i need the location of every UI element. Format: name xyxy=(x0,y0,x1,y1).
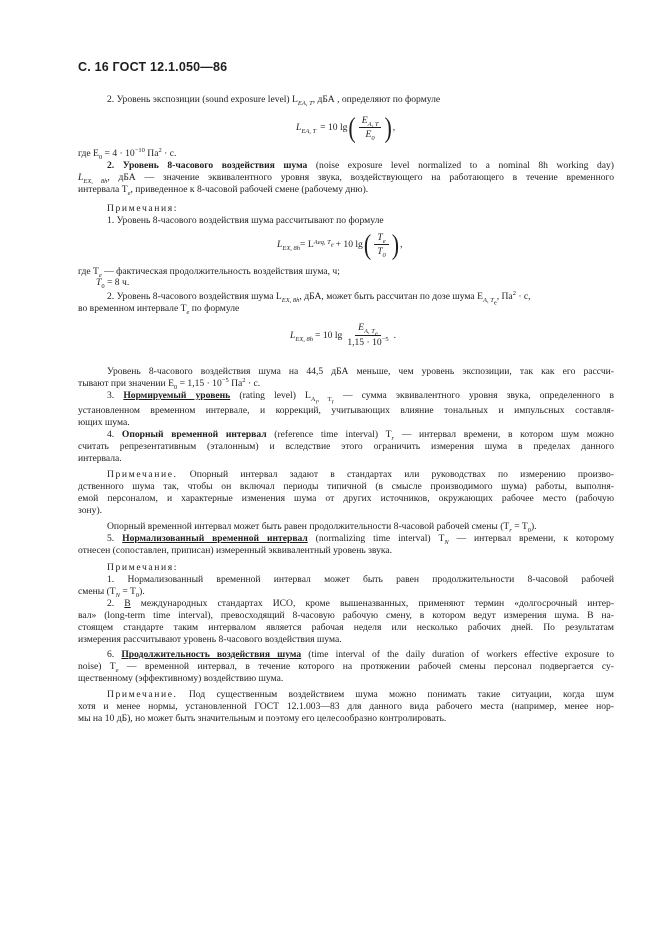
note-6-line-3: мы на 10 дБ), но может быть значительным и поэтому его целесообразно контролировать. xyxy=(78,713,447,724)
item-2b-line-1: 2. Уровень 8-часового воздействия шума (noise exposure level normalized to a nominal 8h working day) xyxy=(107,160,614,171)
formula-8h-from-dose: $L_{EX, 8h}$ = 10 lg $\frac{E_{A, T_e}}{1,15 \cdot 10^{-5}}$ . xyxy=(290,322,397,349)
notes-5-item-1-line-2: смены $(T_N = T_0)$. xyxy=(78,586,145,599)
para-reference-interval: Опорный временной интервал может быть равен продолжительности 8-часовой рабочей смены $(T_r = T_0)$. xyxy=(107,521,537,534)
note-4-line-2: дственного шума так, чтобы он включал периоды типичной (в смысле производимого шума) работы, выполня- xyxy=(78,481,614,492)
item-3-line-1: 3. Нормируемый уровень (rating level) $L_{A_r, T_r}$ — сумма эквивалентного уровня звука, определенного в xyxy=(107,390,615,406)
notes-5-item-1-line-1: 1. Нормализованный временной интервал может быть равен продолжительности 8-часовой рабочей xyxy=(107,574,614,585)
where-t0-line: $T_0 = 8$ ч. xyxy=(96,277,130,290)
where-te-line: где $T_e$ — фактическая продолжительность воздействия шума, ч; xyxy=(78,266,340,279)
notes-1-item-1: 1. Уровень 8-часового воздействия шума рассчитывают по формуле xyxy=(107,215,384,226)
item-2b-line-3: интервала $T_e$, приведенное к 8-часовой рабочей смене (рабочему дню). xyxy=(78,184,369,197)
item-4-line-1: 4. Опорный временной интервал (reference time interval) $T_r$ — интервал времени, в котором шум можно xyxy=(107,429,614,442)
note-4-line-4: зону). xyxy=(78,505,103,516)
item-5-line-2: отнесен (сопоставлен, приписан) измеренный эквивалентный уровень звука. xyxy=(78,545,393,556)
para-44-5-line-2: тывают при значении $E_0 = 1,15 \cdot 10^{-5}$ $Па^2 \cdot с$. xyxy=(78,376,261,391)
notes-1-heading: Примечания: xyxy=(107,203,178,214)
para-44-5-line-1: Уровень 8-часового воздействия шума на 44,5 дБА меньше, чем уровень экспозиции, так как его рассчи- xyxy=(107,366,614,377)
page-header: С. 16 ГОСТ 12.1.050—86 xyxy=(78,60,228,74)
item-3-line-2: установленном временном интервале, и коррекций, учитывающих влияние тональных и импульсных составля- xyxy=(78,405,614,416)
notes-1-item-2-line-2: во временном интервале $T_e$ по формуле xyxy=(78,303,240,316)
notes-5-item-2-line-4: измерения рассчитывают уровень 8-часового воздействия шума. xyxy=(78,634,342,645)
note-4-line-3: емой персоналом, и характерные изменения шума от других источников, окружающих рабочее место (рабочую xyxy=(78,493,614,504)
item-4-line-3: интервала. xyxy=(78,453,122,464)
note-4-line-1: Примечание. Опорный интервал задают в стандартах или руководствах по измерению произво- xyxy=(107,469,614,480)
note-6-line-1: Примечание. Под существенным воздействием шума можно понимать такие ситуации, когда шум xyxy=(107,689,614,700)
notes-1-item-2-line-1: 2. Уровень 8-часового воздействия шума $L_{EX, 8h}$, дБА, может быть рассчитан по дозе шума $E_{A, T_e}$, $Па^2 \cdot с$, xyxy=(107,289,531,307)
notes-5-heading: Примечания: xyxy=(107,562,178,573)
notes-5-item-2-line-1: 2. В международных стандартах ИСО, кроме вышеназванных, применяют термин «долгосрочный интер- xyxy=(107,598,615,609)
item-5-line-1: 5. Нормализованный временной интервал (normalizing time interval) $T_N$ — интервал времени, к которому xyxy=(107,533,615,546)
where-e0-line: где $E_0 = 4 \cdot 10^{-10}$ $Па^2 \cdot с$. xyxy=(78,146,177,161)
item-2b-line-2: $L_{EX, 8h}$, дБА — значение эквивалентного уровня звука, воздействующего на работающего в течение временного xyxy=(78,172,614,185)
notes-5-item-2-line-2: вал» (long-term time interval), превосходящий 8-часовую рабочую смену, в котором ведут измерения шума. В на- xyxy=(78,610,614,621)
formula-8h-level: $L_{EX, 8h}$ = L Aeq, $T_e$ + 10 lg ( $\frac{T_e}{T_0}$ ) , xyxy=(277,227,403,261)
item-6-line-3: щественному (эффективному) воздействию шума. xyxy=(78,673,284,684)
item-6-line-1: 6. Продолжительность воздействия шума (time interval of the daily duration of workers effective exposure to xyxy=(107,649,614,660)
notes-5-item-2-line-3: стоящем стандарте таким интервалом является рабочая неделя или несколько рабочих дней. По результатам xyxy=(78,622,614,633)
formula-exposure-level: $L_{EA, T}$ = 10 lg ( $\frac{E_{A, T}}{E_0}$ ) , xyxy=(296,110,396,144)
item-4-line-2: считать репрезентативным (эталонным) и вследствие этого ограничить измерения шума в пределах данного xyxy=(78,441,614,452)
item-3-line-3: ющих шума. xyxy=(78,417,130,428)
item-2-line: 2. Уровень экспозиции (sound exposure level) $L_{EA, T}$, дБА , определяют по формуле xyxy=(107,94,441,107)
note-6-line-2: хотя и менее нормы, установленной ГОСТ 12.1.003—83 для данного вида рабочего места (например, менее нор- xyxy=(78,701,614,712)
item-6-line-2: noise) $T_e$ — временной интервал, в течение которого на протяжении рабочей смены персонал подвергается су- xyxy=(78,661,615,674)
